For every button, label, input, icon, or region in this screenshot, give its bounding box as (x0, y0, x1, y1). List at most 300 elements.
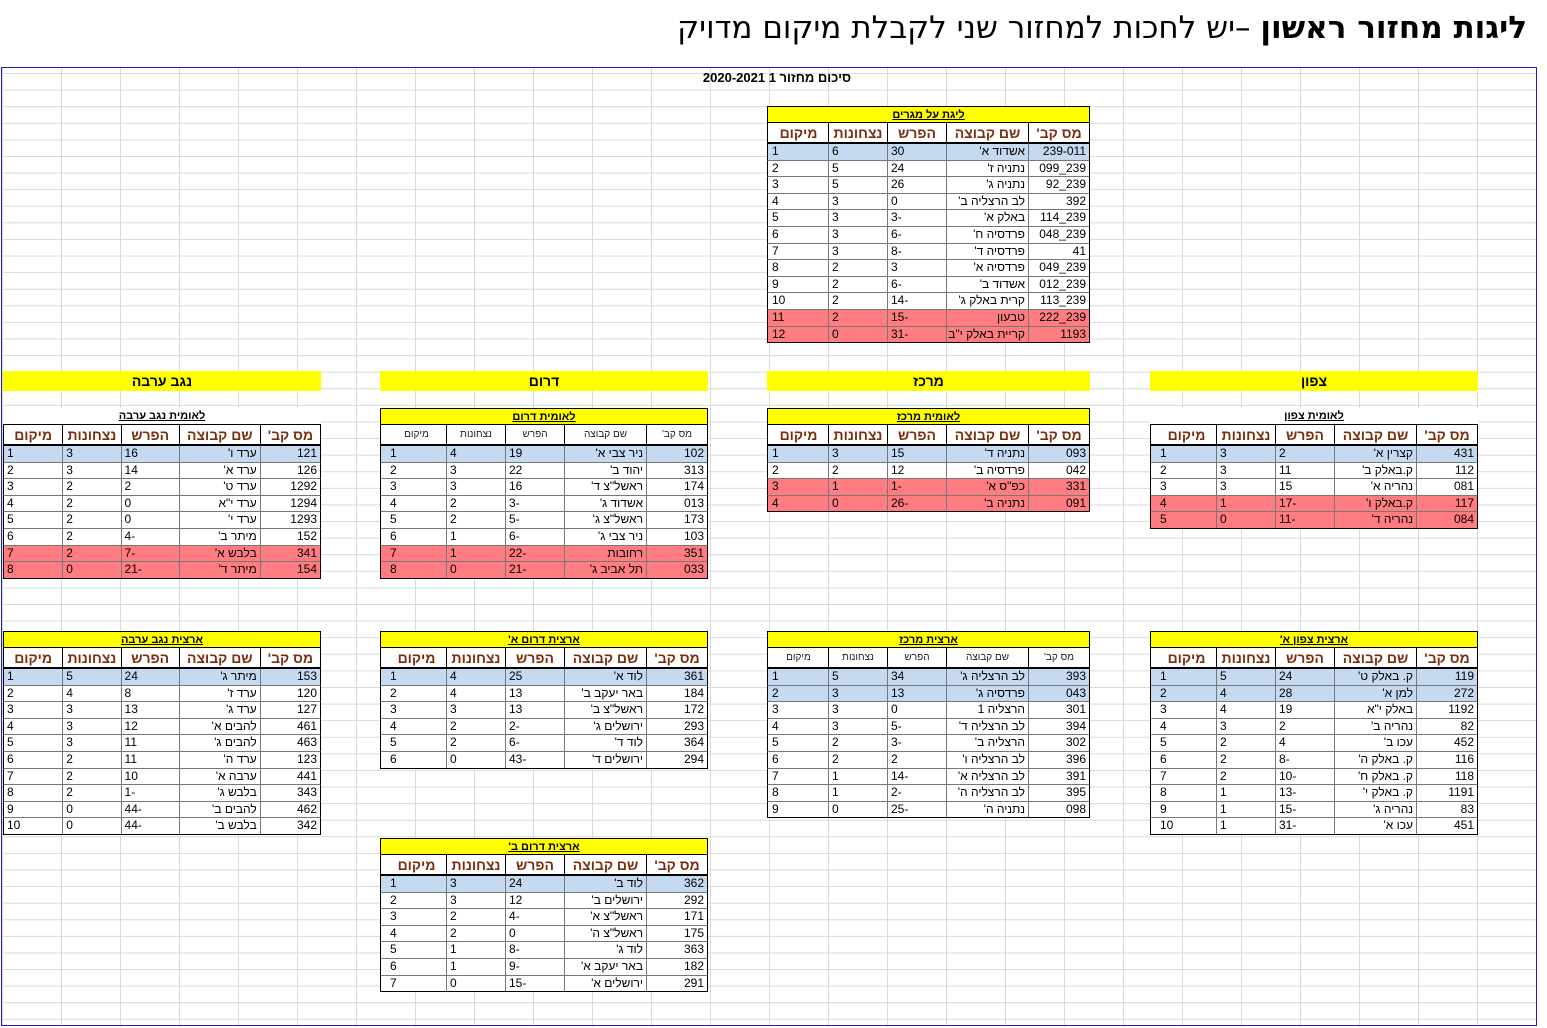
cell-wins[interactable]: 2 (1216, 769, 1275, 785)
table-row[interactable] (767, 686, 1090, 703)
cell-rank[interactable]: 6 (390, 958, 397, 973)
cell-diff[interactable]: 13 (121, 702, 179, 718)
cell-rank[interactable]: 6 (7, 528, 14, 543)
cell-team[interactable]: נתניה ג' (946, 177, 1028, 193)
cell-wins[interactable]: 3 (828, 686, 887, 702)
cell-rank[interactable]: 4 (772, 718, 779, 733)
cell-team[interactable]: רחובות (564, 546, 646, 562)
cell-rank[interactable]: 3 (390, 479, 397, 494)
cell-diff[interactable]: -2 (887, 785, 946, 801)
cell-rank[interactable]: 2 (772, 685, 779, 700)
cell-team[interactable]: להבים ג' (179, 735, 260, 751)
cell-code[interactable]: 033 (646, 562, 707, 578)
cell-code[interactable]: 239_114 (1028, 210, 1089, 226)
cell-diff[interactable]: 11 (121, 752, 179, 768)
cell-team[interactable]: ירושלים ג' (564, 719, 646, 735)
table-row[interactable] (1150, 802, 1478, 819)
cell-diff[interactable]: 8 (121, 686, 179, 702)
cell-diff[interactable]: -44 (121, 818, 179, 834)
cell-code[interactable]: 341 (260, 546, 320, 562)
table-row[interactable] (1150, 446, 1478, 463)
cell-wins[interactable]: 4 (446, 446, 505, 462)
cell-rank[interactable]: 9 (772, 801, 779, 816)
cell-diff[interactable]: -8 (887, 244, 946, 260)
cell-team[interactable]: עכו א' (1334, 818, 1416, 834)
cell-diff[interactable]: -22 (505, 546, 564, 562)
cell-team[interactable]: פרדסיה א' (946, 260, 1028, 276)
table-row[interactable] (380, 496, 708, 513)
cell-team[interactable]: באלק א' (946, 210, 1028, 226)
cell-diff[interactable]: -6 (887, 277, 946, 293)
cell-rank[interactable]: 3 (7, 479, 14, 494)
cell-rank[interactable]: 5 (1160, 512, 1167, 527)
cell-code[interactable]: 239_099 (1028, 161, 1089, 177)
cell-rank[interactable]: 8 (7, 785, 14, 800)
cell-diff[interactable]: 0 (505, 926, 564, 942)
cell-diff[interactable]: -14 (887, 769, 946, 785)
cell-wins[interactable]: 2 (1216, 752, 1275, 768)
cell-team[interactable]: באר יעקב ב' (564, 686, 646, 702)
cell-wins[interactable]: 2 (446, 496, 505, 512)
cell-diff[interactable]: -4 (505, 909, 564, 925)
cell-wins[interactable]: 3 (828, 719, 887, 735)
cell-team[interactable]: יהוד ב' (564, 463, 646, 479)
table-row[interactable] (3, 496, 321, 513)
cell-rank[interactable]: 3 (390, 702, 397, 717)
cell-wins[interactable]: 3 (1216, 479, 1275, 495)
cell-wins[interactable]: 3 (1216, 446, 1275, 462)
table-row[interactable] (380, 893, 708, 910)
cell-code[interactable]: 82 (1416, 719, 1477, 735)
cell-rank[interactable]: 5 (7, 512, 14, 527)
cell-diff[interactable]: -21 (505, 562, 564, 578)
cell-rank[interactable]: 10 (1160, 818, 1174, 833)
cell-diff[interactable]: -44 (121, 802, 179, 818)
cell-code[interactable]: 461 (260, 719, 320, 735)
table-row[interactable] (3, 818, 321, 835)
table-row[interactable] (767, 210, 1090, 227)
cell-team[interactable]: ק. באלק ט' (1334, 669, 1416, 685)
cell-code[interactable]: 123 (260, 752, 320, 768)
cell-wins[interactable]: 4 (446, 686, 505, 702)
cell-team[interactable]: מיתר ב' (179, 529, 260, 545)
cell-code[interactable]: 395 (1028, 785, 1089, 801)
cell-wins[interactable]: 2 (446, 719, 505, 735)
cell-rank[interactable]: 4 (772, 193, 779, 208)
cell-team[interactable]: אשדוד ב' (946, 277, 1028, 293)
cell-diff[interactable]: -11 (1275, 512, 1334, 528)
cell-wins[interactable]: 2 (446, 926, 505, 942)
cell-code[interactable]: 173 (646, 512, 707, 528)
cell-wins[interactable]: 6 (828, 144, 887, 160)
cell-diff[interactable]: -6 (505, 735, 564, 751)
cell-diff[interactable]: 13 (505, 702, 564, 718)
table-row[interactable] (3, 529, 321, 546)
cell-code[interactable]: 116 (1416, 752, 1477, 768)
cell-diff[interactable]: 2 (121, 479, 179, 495)
cell-team[interactable]: ראשל"צ א' (564, 909, 646, 925)
cell-wins[interactable]: 2 (828, 310, 887, 326)
cell-team[interactable]: לב הרצליה א' (946, 769, 1028, 785)
cell-diff[interactable]: 24 (887, 161, 946, 177)
table-row[interactable] (767, 144, 1090, 161)
cell-rank[interactable]: 1 (772, 144, 779, 158)
cell-code[interactable]: 013 (646, 496, 707, 512)
cell-team[interactable]: ק. באלק ח' (1334, 769, 1416, 785)
table-row[interactable] (3, 562, 321, 579)
cell-team[interactable]: ק.באלק ו' (1334, 496, 1416, 512)
cell-wins[interactable]: 3 (62, 702, 120, 718)
cell-code[interactable]: 292 (646, 893, 707, 909)
cell-team[interactable]: פרדסיה ב' (946, 463, 1028, 479)
cell-wins[interactable]: 0 (446, 976, 505, 992)
cell-wins[interactable]: 3 (828, 244, 887, 260)
cell-diff[interactable]: -9 (505, 959, 564, 975)
table-row[interactable] (1150, 702, 1478, 719)
cell-wins[interactable]: 2 (62, 769, 120, 785)
table-row[interactable] (3, 752, 321, 769)
cell-diff[interactable]: -6 (505, 529, 564, 545)
table-row[interactable] (1150, 463, 1478, 480)
cell-rank[interactable]: 7 (772, 768, 779, 783)
cell-wins[interactable]: 3 (62, 463, 120, 479)
cell-diff[interactable]: -21 (121, 562, 179, 578)
table-row[interactable] (380, 752, 708, 769)
cell-team[interactable]: הרצליה 1 (946, 702, 1028, 718)
cell-diff[interactable]: 4 (1275, 735, 1334, 751)
cell-wins[interactable]: 4 (1216, 686, 1275, 702)
cell-wins[interactable]: 1 (1216, 785, 1275, 801)
cell-diff[interactable]: -15 (505, 976, 564, 992)
table-row[interactable] (3, 463, 321, 480)
table-row[interactable] (3, 479, 321, 496)
cell-rank[interactable]: 8 (7, 562, 14, 577)
cell-code[interactable]: 239-011 (1028, 144, 1089, 160)
cell-code[interactable]: 119 (1416, 669, 1477, 685)
cell-code[interactable]: 239_048 (1028, 227, 1089, 243)
cell-diff[interactable]: 12 (505, 893, 564, 909)
cell-team[interactable]: בלבש ג' (179, 785, 260, 801)
table-row[interactable] (380, 529, 708, 546)
table-row[interactable] (380, 686, 708, 703)
cell-code[interactable]: 301 (1028, 702, 1089, 718)
cell-diff[interactable]: 12 (121, 719, 179, 735)
cell-rank[interactable]: 3 (772, 702, 779, 717)
cell-wins[interactable]: 0 (828, 327, 887, 343)
cell-rank[interactable]: 7 (7, 768, 14, 783)
cell-rank[interactable]: 10 (7, 818, 21, 833)
cell-rank[interactable]: 2 (772, 462, 779, 477)
cell-wins[interactable]: 2 (62, 496, 120, 512)
cell-code[interactable]: 081 (1416, 479, 1477, 495)
cell-wins[interactable]: 4 (62, 686, 120, 702)
table-row[interactable] (380, 959, 708, 976)
cell-diff[interactable]: 13 (505, 686, 564, 702)
cell-diff[interactable]: -1 (887, 479, 946, 495)
cell-code[interactable]: 396 (1028, 752, 1089, 768)
cell-diff[interactable]: 2 (1275, 719, 1334, 735)
table-row[interactable] (767, 752, 1090, 769)
cell-code[interactable]: 239_92 (1028, 177, 1089, 193)
cell-team[interactable]: נתניה ב' (946, 496, 1028, 512)
cell-team[interactable]: ירושלים ב' (564, 893, 646, 909)
cell-wins[interactable]: 3 (62, 446, 120, 462)
cell-diff[interactable]: 16 (121, 446, 179, 462)
cell-rank[interactable]: 9 (1160, 801, 1167, 816)
table-row[interactable] (767, 463, 1090, 480)
cell-code[interactable]: 431 (1416, 446, 1477, 462)
cell-diff[interactable]: -31 (887, 327, 946, 343)
cell-diff[interactable]: -2 (505, 719, 564, 735)
cell-code[interactable]: 093 (1028, 446, 1089, 462)
cell-team[interactable]: לוד ב' (564, 876, 646, 892)
cell-rank[interactable]: 10 (772, 293, 786, 308)
cell-diff[interactable]: -31 (1275, 818, 1334, 834)
table-row[interactable] (3, 512, 321, 529)
cell-code[interactable]: 126 (260, 463, 320, 479)
table-row[interactable] (767, 802, 1090, 819)
table-row[interactable] (3, 769, 321, 786)
cell-team[interactable]: אשדוד א' (946, 144, 1028, 160)
cell-diff[interactable]: 0 (887, 194, 946, 210)
cell-diff[interactable]: 0 (121, 496, 179, 512)
cell-rank[interactable]: 6 (390, 528, 397, 543)
cell-wins[interactable]: 5 (1216, 669, 1275, 685)
cell-wins[interactable]: 2 (1216, 735, 1275, 751)
table-row[interactable] (380, 512, 708, 529)
cell-diff[interactable]: -8 (1275, 752, 1334, 768)
cell-rank[interactable]: 4 (390, 925, 397, 940)
cell-code[interactable]: 302 (1028, 735, 1089, 751)
cell-rank[interactable]: 7 (390, 545, 397, 560)
cell-wins[interactable]: 2 (62, 512, 120, 528)
cell-rank[interactable]: 1 (772, 669, 779, 683)
cell-code[interactable]: 154 (260, 562, 320, 578)
table-row[interactable] (767, 177, 1090, 194)
table-row[interactable] (767, 277, 1090, 294)
cell-team[interactable]: לב הרצליה ה' (946, 785, 1028, 801)
cell-team[interactable]: נהריה א' (1334, 479, 1416, 495)
cell-wins[interactable]: 1 (1216, 802, 1275, 818)
cell-rank[interactable]: 5 (390, 512, 397, 527)
cell-wins[interactable]: 2 (62, 752, 120, 768)
cell-wins[interactable]: 2 (828, 277, 887, 293)
table-row[interactable] (380, 546, 708, 563)
table-row[interactable] (3, 702, 321, 719)
cell-code[interactable]: 394 (1028, 719, 1089, 735)
cell-wins[interactable]: 1 (828, 785, 887, 801)
cell-diff[interactable]: -6 (887, 227, 946, 243)
cell-team[interactable]: נהריה ב' (1334, 719, 1416, 735)
table-row[interactable] (1150, 769, 1478, 786)
cell-wins[interactable]: 3 (828, 702, 887, 718)
cell-diff[interactable]: -5 (887, 719, 946, 735)
table-row[interactable] (1150, 496, 1478, 513)
table-row[interactable] (1150, 785, 1478, 802)
cell-wins[interactable]: 0 (446, 752, 505, 768)
table-row[interactable] (380, 446, 708, 463)
cell-wins[interactable]: 2 (828, 293, 887, 309)
cell-rank[interactable]: 7 (7, 545, 14, 560)
cell-rank[interactable]: 2 (7, 462, 14, 477)
cell-wins[interactable]: 3 (828, 210, 887, 226)
cell-code[interactable]: 391 (1028, 769, 1089, 785)
cell-diff[interactable]: 13 (887, 686, 946, 702)
table-row[interactable] (1150, 818, 1478, 835)
cell-code[interactable]: 361 (646, 669, 707, 685)
cell-team[interactable]: נתניה ז' (946, 161, 1028, 177)
cell-rank[interactable]: 4 (1160, 718, 1167, 733)
cell-wins[interactable]: 5 (828, 177, 887, 193)
cell-diff[interactable]: 14 (121, 463, 179, 479)
table-row[interactable] (380, 909, 708, 926)
cell-diff[interactable]: 11 (121, 735, 179, 751)
cell-wins[interactable]: 1 (828, 479, 887, 495)
cell-rank[interactable]: 4 (7, 495, 14, 510)
cell-diff[interactable]: -5 (505, 512, 564, 528)
table-row[interactable] (767, 479, 1090, 496)
cell-diff[interactable]: 34 (887, 669, 946, 685)
cell-diff[interactable]: 16 (505, 479, 564, 495)
cell-rank[interactable]: 5 (390, 942, 397, 957)
cell-rank[interactable]: 2 (390, 892, 397, 907)
cell-team[interactable]: הרצליה ב' (946, 735, 1028, 751)
cell-wins[interactable]: 4 (1216, 702, 1275, 718)
cell-team[interactable]: מיתר ד' (179, 562, 260, 578)
table-row[interactable] (380, 702, 708, 719)
table-row[interactable] (767, 735, 1090, 752)
cell-code[interactable]: 182 (646, 959, 707, 975)
cell-wins[interactable]: 0 (62, 818, 120, 834)
cell-diff[interactable]: -7 (121, 546, 179, 562)
cell-diff[interactable]: -17 (1275, 496, 1334, 512)
cell-diff[interactable]: 30 (887, 144, 946, 160)
cell-team[interactable]: פרדסיה ד' (946, 244, 1028, 260)
table-row[interactable] (3, 735, 321, 752)
cell-code[interactable]: 127 (260, 702, 320, 718)
cell-wins[interactable]: 4 (446, 669, 505, 685)
cell-rank[interactable]: 3 (772, 479, 779, 494)
table-row[interactable] (380, 926, 708, 943)
cell-rank[interactable]: 8 (772, 785, 779, 800)
cell-rank[interactable]: 7 (1160, 768, 1167, 783)
cell-code[interactable]: 364 (646, 735, 707, 751)
cell-team[interactable]: תל אביב ג' (564, 562, 646, 578)
cell-rank[interactable]: 1 (390, 446, 397, 460)
cell-rank[interactable]: 6 (772, 751, 779, 766)
cell-wins[interactable]: 1 (446, 546, 505, 562)
cell-wins[interactable]: 2 (62, 479, 120, 495)
cell-diff[interactable]: 24 (1275, 669, 1334, 685)
cell-team[interactable]: באר יעקב א' (564, 959, 646, 975)
cell-diff[interactable]: 0 (121, 512, 179, 528)
cell-team[interactable]: ערד ג' (179, 702, 260, 718)
cell-team[interactable]: להבים א' (179, 719, 260, 735)
cell-rank[interactable]: 7 (390, 975, 397, 990)
cell-team[interactable]: ניר צבי א' (564, 446, 646, 462)
cell-team[interactable]: ראשל"צ ג' (564, 512, 646, 528)
cell-rank[interactable]: 12 (772, 326, 786, 341)
cell-code[interactable]: 293 (646, 719, 707, 735)
cell-code[interactable]: 239_049 (1028, 260, 1089, 276)
cell-wins[interactable]: 0 (62, 802, 120, 818)
cell-rank[interactable]: 2 (1160, 462, 1167, 477)
cell-wins[interactable]: 0 (828, 496, 887, 512)
cell-wins[interactable]: 2 (828, 463, 887, 479)
cell-team[interactable]: פרדסיה ג' (946, 686, 1028, 702)
cell-wins[interactable]: 0 (828, 802, 887, 818)
cell-wins[interactable]: 3 (446, 893, 505, 909)
cell-wins[interactable]: 2 (62, 529, 120, 545)
table-row[interactable] (1150, 752, 1478, 769)
table-row[interactable] (767, 719, 1090, 736)
cell-rank[interactable]: 3 (1160, 479, 1167, 494)
cell-diff[interactable]: -26 (887, 496, 946, 512)
cell-rank[interactable]: 1 (1160, 669, 1167, 683)
cell-rank[interactable]: 6 (1160, 751, 1167, 766)
cell-diff[interactable]: 26 (887, 177, 946, 193)
table-row[interactable] (767, 446, 1090, 463)
cell-rank[interactable]: 2 (390, 462, 397, 477)
cell-rank[interactable]: 5 (7, 735, 14, 750)
cell-diff[interactable]: -25 (887, 802, 946, 818)
cell-code[interactable]: 091 (1028, 496, 1089, 512)
cell-diff[interactable]: 10 (121, 769, 179, 785)
cell-rank[interactable]: 6 (772, 226, 779, 241)
cell-rank[interactable]: 3 (1160, 702, 1167, 717)
table-row[interactable] (1150, 669, 1478, 686)
cell-team[interactable]: ערד י"א (179, 496, 260, 512)
cell-team[interactable]: קריית באלק י"ב (946, 327, 1028, 343)
cell-diff[interactable]: -43 (505, 752, 564, 768)
cell-diff[interactable]: -14 (887, 293, 946, 309)
cell-wins[interactable]: 2 (828, 260, 887, 276)
table-row[interactable] (767, 769, 1090, 786)
table-row[interactable] (767, 293, 1090, 310)
cell-wins[interactable]: 1 (1216, 496, 1275, 512)
cell-team[interactable]: ק. באלק י' (1334, 785, 1416, 801)
cell-code[interactable]: 118 (1416, 769, 1477, 785)
cell-team[interactable]: ק. באלק ה' (1334, 752, 1416, 768)
cell-diff[interactable]: -15 (1275, 802, 1334, 818)
cell-code[interactable]: 291 (646, 976, 707, 992)
cell-team[interactable]: נהריה ג' (1334, 802, 1416, 818)
cell-wins[interactable]: 1 (446, 959, 505, 975)
cell-team[interactable]: ערד ו' (179, 446, 260, 462)
cell-team[interactable]: ערד ז' (179, 686, 260, 702)
cell-code[interactable]: 41 (1028, 244, 1089, 260)
cell-code[interactable]: 043 (1028, 686, 1089, 702)
table-row[interactable] (767, 496, 1090, 513)
cell-diff[interactable]: -3 (887, 735, 946, 751)
cell-team[interactable]: ניר צבי ג' (564, 529, 646, 545)
table-row[interactable] (380, 876, 708, 893)
cell-wins[interactable]: 3 (1216, 719, 1275, 735)
cell-code[interactable]: 084 (1416, 512, 1477, 528)
cell-diff[interactable]: 0 (887, 702, 946, 718)
cell-wins[interactable]: 2 (446, 512, 505, 528)
cell-code[interactable]: 272 (1416, 686, 1477, 702)
table-row[interactable] (3, 802, 321, 819)
cell-code[interactable]: 463 (260, 735, 320, 751)
cell-code[interactable]: 1191 (1416, 785, 1477, 801)
table-row[interactable] (767, 260, 1090, 277)
cell-diff[interactable]: 11 (1275, 463, 1334, 479)
cell-team[interactable]: ראשל"צ ד' (564, 479, 646, 495)
table-row[interactable] (767, 702, 1090, 719)
cell-wins[interactable]: 5 (828, 161, 887, 177)
table-row[interactable] (767, 161, 1090, 178)
